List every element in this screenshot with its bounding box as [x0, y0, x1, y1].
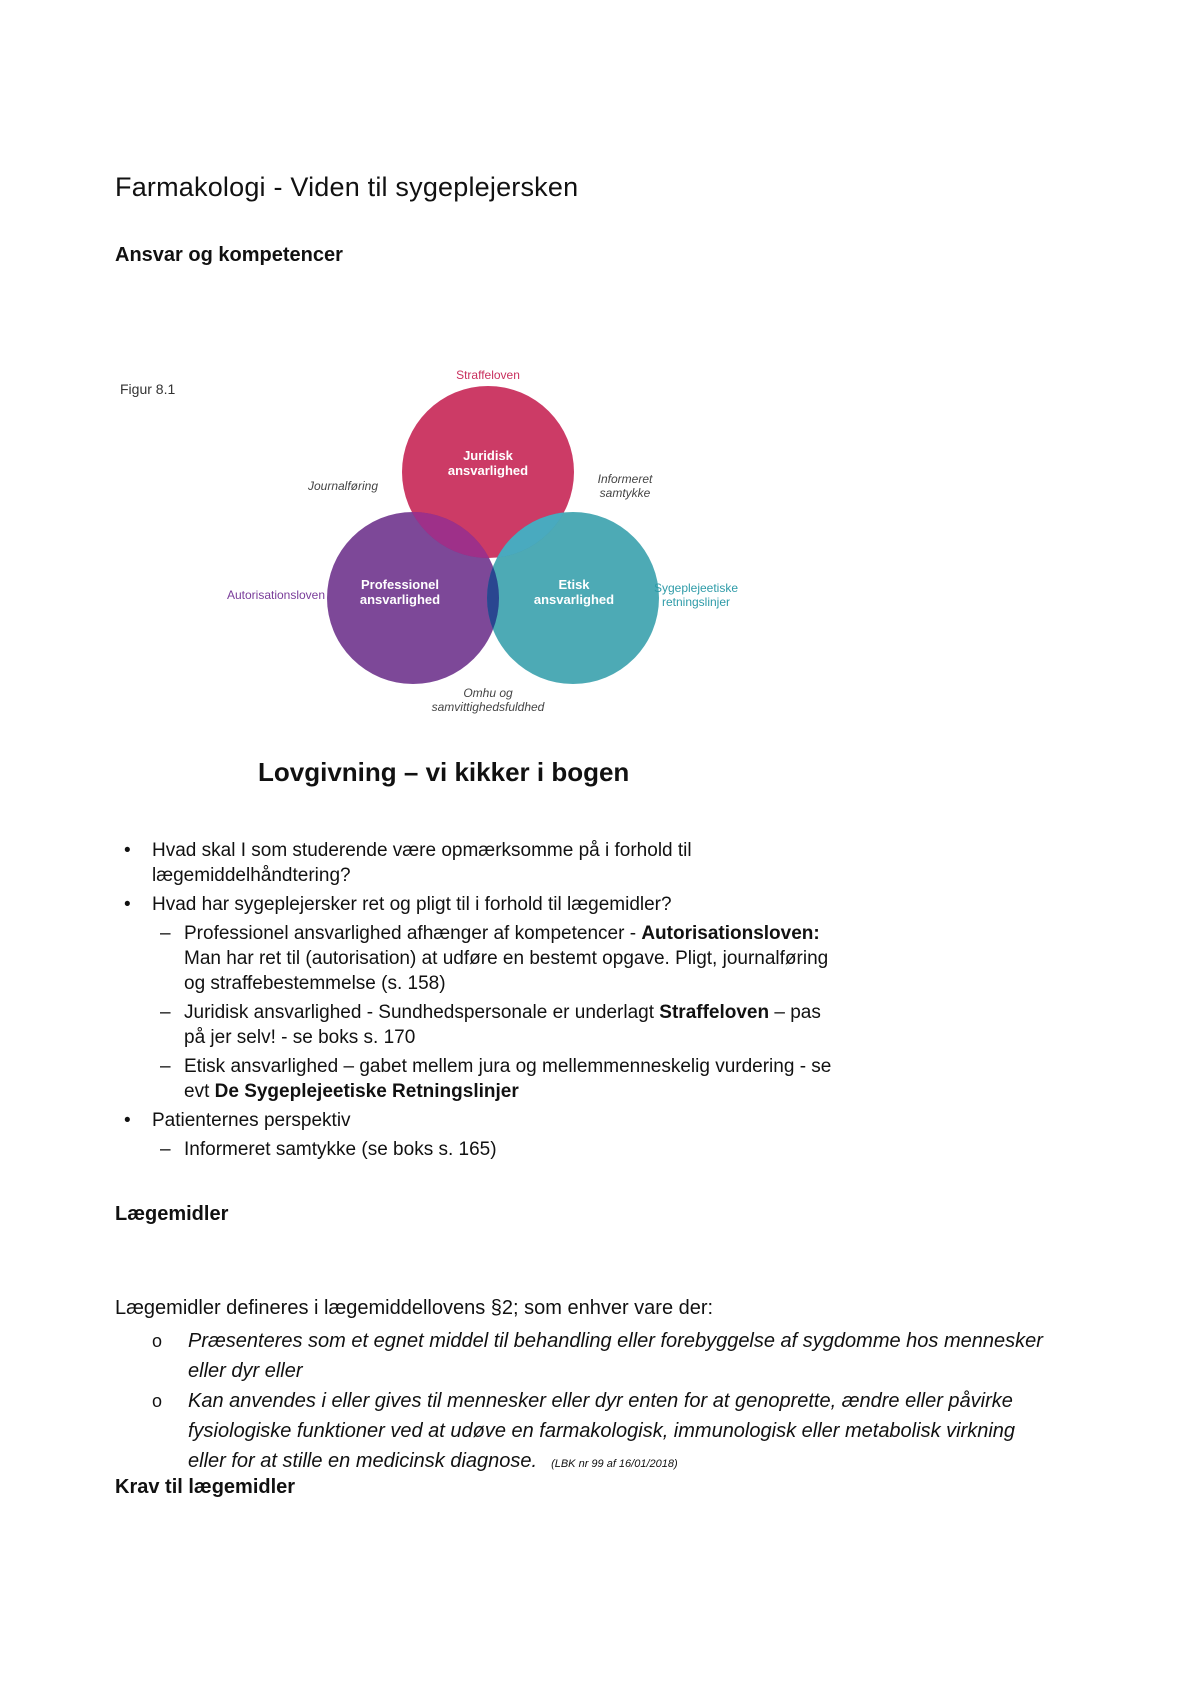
sub-list-item: – Professionel ansvarlighed afhænger af kompetencer - Autorisationsloven: Man har ret til (autorisation) at udføre en bestemt opgave. Pligt, journalføring og straffebestemmelse (s. 158) [160, 923, 829, 994]
list-item: • Patienternes perspektiv [124, 1110, 351, 1131]
bullet-icon: • [124, 1110, 131, 1131]
dash-icon: – [160, 923, 171, 944]
document-title: Farmakologi - Viden til sygeplejersken [115, 172, 579, 202]
list-item: o Kan anvendes i eller gives til mennesker eller dyr enten for at genoprette, ændre eller påvirke fysiologiske funktioner ved at udøve en farmakologisk, immunologisk eller metabolisk virkning eller for at stille en medicinsk diagnose. (LBK nr 99 af 16/01/2018) [150, 1386, 1050, 1479]
slide-title: Lovgivning – vi kikker i bogen [258, 757, 630, 787]
label-omhu-line2: samvittighedsfuldhed [431, 700, 545, 714]
professionel-label-line2: ansvarlighed [359, 592, 441, 607]
section-heading-laegemidler: Lægemidler [115, 1203, 229, 1225]
circle-bullet-icon: o [152, 1331, 163, 1351]
list-item: o Præsenteres som et egnet middel til behandling eller forebyggelse af sygdomme hos mennesker eller dyr eller [150, 1326, 1050, 1386]
etisk-label-line2: ansvarlighed [533, 592, 615, 607]
label-journalforing: Journalføring [307, 479, 379, 493]
dash-icon: – [160, 1002, 171, 1023]
figure-label: Figur 8.1 [120, 381, 176, 397]
label-sygeplejeetiske-line1: Sygeplejeetiske [653, 581, 739, 595]
section-heading-krav: Krav til lægemidler [115, 1476, 296, 1498]
label-omhu-line1: Omhu og [463, 686, 513, 700]
dash-icon: – [160, 1056, 171, 1077]
definition-list [150, 1326, 1050, 1479]
legal-reference: (LBK nr 99 af 16/01/2018) [551, 1458, 678, 1470]
sub-list-item: – Etisk ansvarlighed – gabet mellem jura og mellemmenneskelig vurdering - se evt De Sygeplejeetiske Retningslinjer [160, 1056, 832, 1102]
bullet-icon: • [124, 894, 131, 915]
professionel-label-line1: Professionel [360, 577, 440, 592]
circle-bullet-icon: o [152, 1391, 163, 1411]
etisk-label-line1: Etisk [558, 577, 590, 592]
label-informeret-line1: Informeret [597, 472, 653, 486]
sub-list-item: – Informeret samtykke (se boks s. 165) [160, 1139, 497, 1160]
sub-list-item: – Juridisk ansvarlighed - Sundhedspersonale er underlagt Straffeloven – pas på jer selv! - se boks s. 170 [160, 1002, 821, 1048]
juridisk-label-line2: ansvarlighed [447, 463, 529, 478]
dash-icon: – [160, 1139, 171, 1160]
definition-intro: Lægemidler defineres i lægemiddellovens §2; som enhver vare der: [115, 1297, 714, 1319]
juridisk-label-line1: Juridisk [463, 448, 513, 463]
list-item: • Hvad skal I som studerende være opmærksomme på i forhold til lægemiddelhåndtering? [124, 840, 692, 886]
bullet-icon: • [124, 840, 131, 861]
slide-bullets [120, 838, 840, 1166]
label-informeret-line2: samtykke [599, 486, 651, 500]
section-heading-ansvar: Ansvar og kompetencer [115, 244, 343, 266]
venn-diagram [200, 360, 800, 720]
label-straffeloven: Straffeloven [456, 368, 520, 382]
label-sygeplejeetiske-line2: retningslinjer [661, 595, 731, 609]
list-item: • Hvad har sygeplejersker ret og pligt til i forhold til lægemidler? [124, 894, 672, 915]
label-autorisationsloven: Autorisationsloven [226, 588, 326, 602]
